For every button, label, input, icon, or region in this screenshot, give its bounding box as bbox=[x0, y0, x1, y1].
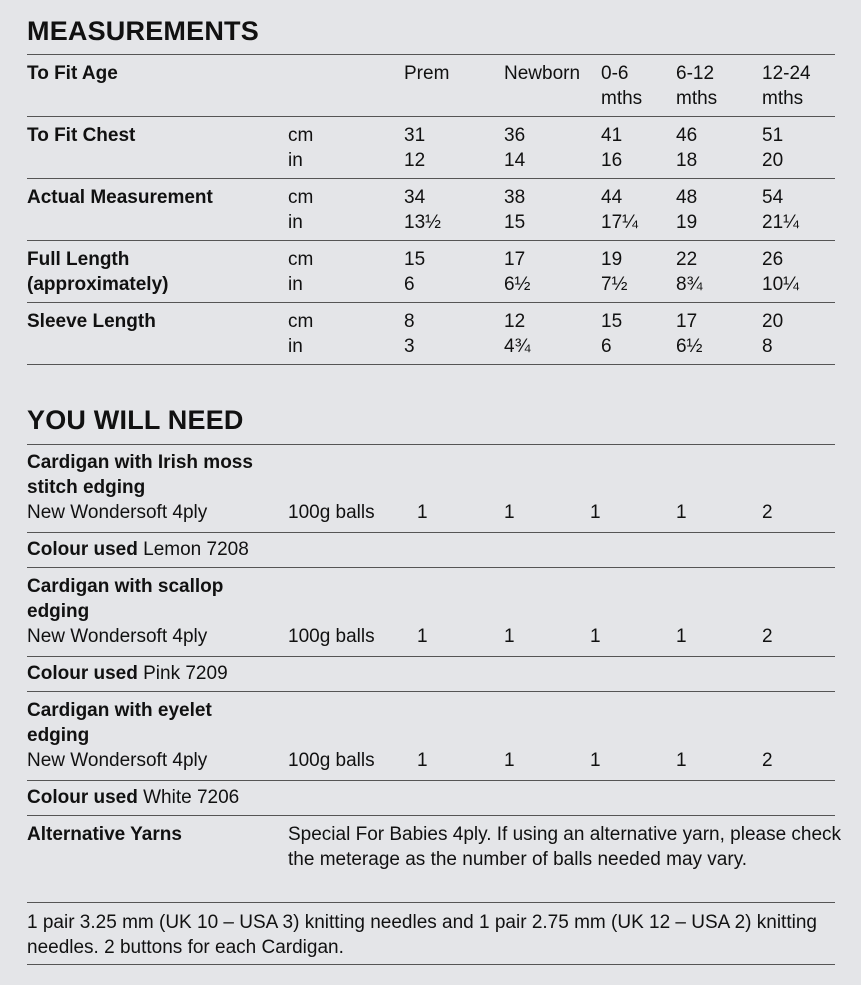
value: 3 bbox=[404, 336, 415, 357]
divider bbox=[27, 780, 835, 781]
ball-count: 1 bbox=[417, 750, 428, 771]
value: 22 bbox=[676, 249, 698, 270]
value: 16 bbox=[601, 150, 623, 171]
unit-in: in bbox=[288, 274, 303, 295]
cardigan-title: Cardigan with eyelet bbox=[27, 700, 212, 721]
cardigan-title: Cardigan with scallop bbox=[27, 576, 224, 597]
ball-count: 1 bbox=[504, 750, 515, 771]
yarn-unit: 100g balls bbox=[288, 626, 375, 647]
colour-used bbox=[27, 785, 239, 810]
yarn-name: New Wondersoft 4ply bbox=[27, 750, 208, 771]
ball-count: 1 bbox=[504, 502, 515, 523]
value: 19 bbox=[601, 249, 623, 270]
ball-count: 1 bbox=[676, 750, 687, 771]
value: 6½ bbox=[676, 336, 703, 357]
colour-label: Colour used bbox=[27, 787, 138, 808]
divider bbox=[27, 444, 835, 445]
size-6-12-unit: mths bbox=[676, 88, 718, 109]
value: 19 bbox=[676, 212, 698, 233]
value: 8¾ bbox=[676, 274, 703, 295]
row-label: Sleeve Length bbox=[27, 311, 156, 332]
size-prem: Prem bbox=[404, 63, 450, 84]
cardigan-title: Cardigan with Irish moss bbox=[27, 452, 253, 473]
unit-cm: cm bbox=[288, 249, 314, 270]
divider bbox=[27, 532, 835, 533]
colour-value: Pink 7209 bbox=[137, 663, 228, 684]
ball-count: 1 bbox=[417, 626, 428, 647]
size-12-24-unit: mths bbox=[762, 88, 804, 109]
value: 18 bbox=[676, 150, 698, 171]
ball-count: 1 bbox=[590, 750, 601, 771]
value: 20 bbox=[762, 311, 784, 332]
colour-value: White 7206 bbox=[137, 787, 240, 808]
ball-count: 1 bbox=[676, 502, 687, 523]
value: 46 bbox=[676, 125, 698, 146]
unit-in: in bbox=[288, 336, 303, 357]
ball-count: 2 bbox=[762, 750, 773, 771]
value: 48 bbox=[676, 187, 698, 208]
alternative-yarns-label: Alternative Yarns bbox=[27, 824, 182, 845]
divider bbox=[27, 54, 835, 55]
alternative-yarns-text: Special For Babies 4ply. If using an alternative yarn, please check the meterage as the number of balls needed may vary. bbox=[288, 824, 842, 870]
colour-label: Colour used bbox=[27, 539, 138, 560]
value: 20 bbox=[762, 150, 784, 171]
ball-count: 2 bbox=[762, 502, 773, 523]
value: 15 bbox=[404, 249, 426, 270]
value: 17 bbox=[504, 249, 526, 270]
size-0-6-unit: mths bbox=[601, 88, 643, 109]
value: 38 bbox=[504, 187, 526, 208]
divider bbox=[27, 815, 835, 816]
divider bbox=[27, 656, 835, 657]
value: 12 bbox=[504, 311, 526, 332]
divider bbox=[27, 567, 835, 568]
value: 54 bbox=[762, 187, 784, 208]
value: 6 bbox=[404, 274, 415, 295]
value: 6 bbox=[601, 336, 612, 357]
value: 7½ bbox=[601, 274, 628, 295]
needles-text: 1 pair 3.25 mm (UK 10 – USA 3) knitting needles and 1 pair 2.75 mm (UK 12 – USA 2) knitting needles. 2 buttons for each Cardigan. bbox=[27, 912, 817, 958]
size-12-24: 12-24 bbox=[762, 63, 811, 84]
row-label: Actual Measurement bbox=[27, 187, 213, 208]
colour-used bbox=[27, 537, 249, 562]
you-will-need-heading: YOU WILL NEED bbox=[27, 405, 244, 435]
value: 36 bbox=[504, 125, 526, 146]
size-newborn: Newborn bbox=[504, 63, 581, 84]
divider bbox=[27, 240, 835, 241]
ball-count: 1 bbox=[417, 502, 428, 523]
value: 14 bbox=[504, 150, 526, 171]
value: 41 bbox=[601, 125, 623, 146]
value: 34 bbox=[404, 187, 426, 208]
row-label-sub: (approximately) bbox=[27, 274, 169, 295]
ball-count: 1 bbox=[590, 502, 601, 523]
value: 10¼ bbox=[762, 274, 799, 295]
divider bbox=[27, 691, 835, 692]
colour-used bbox=[27, 661, 228, 686]
yarn-name: New Wondersoft 4ply bbox=[27, 626, 208, 647]
divider bbox=[27, 964, 835, 965]
divider bbox=[27, 902, 835, 903]
value: 31 bbox=[404, 125, 426, 146]
value: 21¼ bbox=[762, 212, 799, 233]
age-label: To Fit Age bbox=[27, 63, 118, 84]
ball-count: 1 bbox=[590, 626, 601, 647]
cardigan-title-cont: edging bbox=[27, 601, 90, 622]
value: 17¼ bbox=[601, 212, 638, 233]
yarn-unit: 100g balls bbox=[288, 502, 375, 523]
divider bbox=[27, 116, 835, 117]
unit-cm: cm bbox=[288, 125, 314, 146]
measurements-heading: MEASUREMENTS bbox=[27, 16, 259, 46]
row-label: To Fit Chest bbox=[27, 125, 136, 146]
unit-in: in bbox=[288, 212, 303, 233]
value: 26 bbox=[762, 249, 784, 270]
value: 17 bbox=[676, 311, 698, 332]
ball-count: 1 bbox=[504, 626, 515, 647]
ball-count: 2 bbox=[762, 626, 773, 647]
ball-count: 1 bbox=[676, 626, 687, 647]
colour-label: Colour used bbox=[27, 663, 138, 684]
divider bbox=[27, 178, 835, 179]
value: 6½ bbox=[504, 274, 531, 295]
unit-cm: cm bbox=[288, 311, 314, 332]
value: 12 bbox=[404, 150, 426, 171]
value: 4¾ bbox=[504, 336, 531, 357]
value: 44 bbox=[601, 187, 623, 208]
divider bbox=[27, 302, 835, 303]
value: 8 bbox=[404, 311, 415, 332]
cardigan-title-cont: stitch edging bbox=[27, 477, 146, 498]
value: 15 bbox=[504, 212, 526, 233]
divider bbox=[27, 364, 835, 365]
size-6-12: 6-12 bbox=[676, 63, 715, 84]
yarn-name: New Wondersoft 4ply bbox=[27, 502, 208, 523]
size-0-6: 0-6 bbox=[601, 63, 629, 84]
cardigan-title-cont: edging bbox=[27, 725, 90, 746]
unit-in: in bbox=[288, 150, 303, 171]
value: 8 bbox=[762, 336, 773, 357]
row-label: Full Length bbox=[27, 249, 130, 270]
value: 15 bbox=[601, 311, 623, 332]
value: 13½ bbox=[404, 212, 441, 233]
yarn-unit: 100g balls bbox=[288, 750, 375, 771]
colour-value: Lemon 7208 bbox=[137, 539, 249, 560]
value: 51 bbox=[762, 125, 784, 146]
unit-cm: cm bbox=[288, 187, 314, 208]
